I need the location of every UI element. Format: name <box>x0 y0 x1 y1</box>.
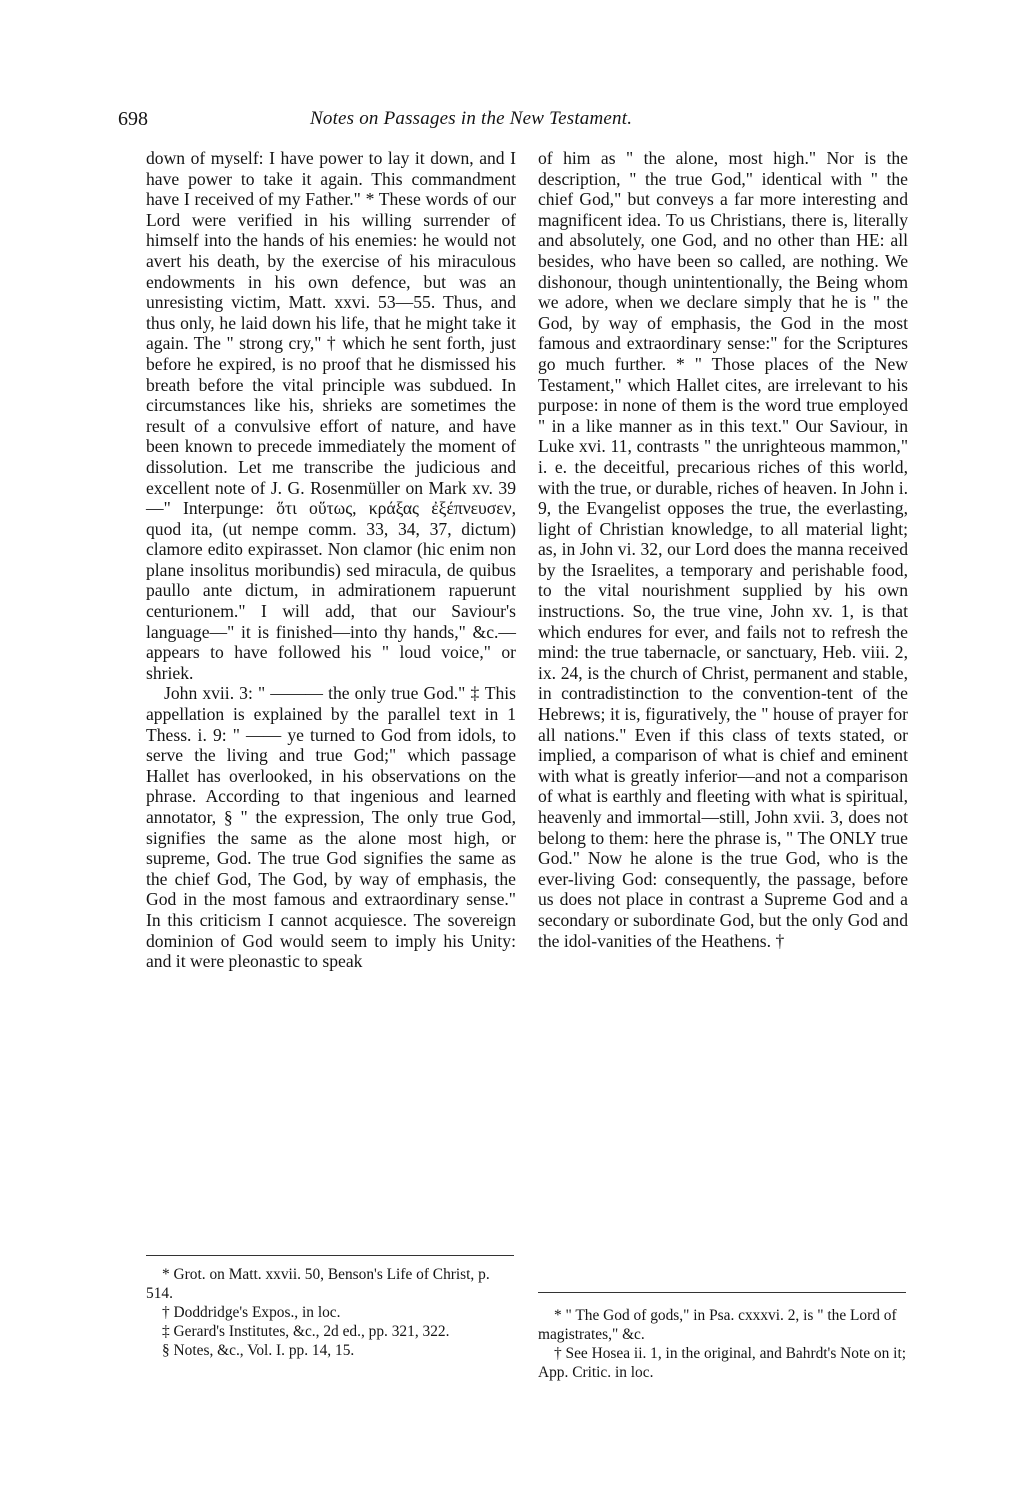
left-column <box>146 148 516 972</box>
right-column <box>538 148 908 951</box>
page-header <box>118 108 898 134</box>
footnote-divider-left <box>146 1255 514 1256</box>
footnote-left-1: * Grot. on Matt. xxvii. 50, Benson's Life of Christ, p. 514. <box>146 1266 490 1302</box>
left-paragraph-1: down of myself: I have power to lay it down, and I have power to take it again. This commandment have I received of my Father." * These words of our Lord were verified in his willing surrender of himself into the hands of his enemies: he would not avert his death, by the exercise of his miraculous endowments in his own defence, but was an unresisting victim, Matt. xxvi. 53—55. Thus, and thus only, he laid down his life, that he might take it again. The " strong cry," † which he sent forth, just before he expired, is no proof that he dismissed his breath before the vital principle was subdued. In circumstances like his, shrieks are sometimes the result of a convulsive effort of nature, and have been known to precede immediately the moment of dissolution. Let me transcribe the judicious and excellent note of J. G. Rosenmüller on Mark xv. 39—" Interpunge: ὅτι οὕτως, κράξας ἐξέπνευσεν, quod ita, (ut nempe comm. 33, 34, 37, dictum) clamore edito expirasset. Non clamor (hic enim non plane insolitus moribundis) sed miracula, de quibus paullo ante dictum, in admirationem rapuerunt centurionem." I will add, that our Saviour's language—" it is finished—into thy hands," &c.—appears to have followed his " loud voice," or shriek. <box>146 148 516 683</box>
footnote-left-3: ‡ Gerard's Institutes, &c., 2d ed., pp. 321, 322. <box>162 1323 450 1340</box>
left-paragraph-2: John xvii. 3: " ——— the only true God." ‡ This appellation is explained by the parallel text in 1 Thess. i. 9: " —— ye turned to God from idols, to serve the living and true God;" which passage Hallet has overlooked, in his observations on the phrase. According to that ingenious and learned annotator, § " the expression, The only true God, signifies the same as the alone most high, or supreme, God. The true God signifies the same as the chief God, The God, by way of emphasis, the God in the most famous and extraordinary sense." In this criticism I cannot acquiesce. The sovereign dominion of God would seem to imply his Unity: and it were pleonastic to speak <box>146 683 516 972</box>
footnotes-right <box>538 1306 908 1382</box>
right-paragraph-1: of him as " the alone, most high." Nor is the description, " the true God," identical with " the chief God," but conveys a far more interesting and magnificent idea. To us Christians, there is, literally and absolutely, one God, and no other than HE: all besides, who have been so called, are nothing. We dishonour, though unintentionally, the Being whom we adore, when we declare simply that he is " the God, by way of emphasis, the God in the most famous and extraordinary sense:" for the Scriptures go much further. * " Those places of the New Testament," which Hallet cites, are irrelevant to his purpose: in none of them is the word true employed " in a like manner as in this text." Our Saviour, in Luke xvi. 11, contrasts " the unrighteous mammon," i. e. the deceitful, precarious riches of this world, with the true, or durable, riches of heaven. In John i. 9, the Evangelist opposes the true, the everlasting, light of Christian knowledge, to all material light; as, in John vi. 32, our Lord does the manna received by the Israelites, a temporary and perishable food, to the vital nourishment supplied by his own instructions. So, the true vine, John xv. 1, is that which endures for ever, and fails not to refresh the mind: the true tabernacle, or sanctuary, Heb. viii. 2, ix. 24, is the church of Christ, permanent and stable, in contradistinction to the convention-tent of the Hebrews; it is, figuratively, the " house of prayer for all nations." Even if this class of texts stated, or implied, a comparison of what is chief and eminent with what is greatly inferior—and not a comparison of what is earthly and fleeting with what is spiritual, heavenly and immortal—still, John xvii. 3, does not belong to them: here the phrase is, " The ONLY true God." Now he alone is the true God, who is the ever-living God: consequently, the passage, before us does not place in contrast a Supreme God and a secondary or subordinate God, but the only God and the idol-vanities of the Heathens. † <box>538 148 908 951</box>
footnote-right-2: † See Hosea ii. 1, in the original, and Bahrdt's Note on it; App. Critic. in loc. <box>538 1345 906 1381</box>
page-number: 698 <box>118 108 148 130</box>
footnotes-left <box>146 1265 516 1360</box>
footnote-divider-right <box>538 1292 906 1293</box>
footnote-left-2: † Doddridge's Expos., in loc. <box>162 1304 341 1321</box>
footnote-right-1: * " The God of gods," in Psa. cxxxvi. 2, is " the Lord of magistrates," &c. <box>538 1307 897 1343</box>
footnote-left-4: § Notes, &c., Vol. I. pp. 14, 15. <box>162 1342 355 1359</box>
running-title: Notes on Passages in the New Testament. <box>310 108 633 129</box>
